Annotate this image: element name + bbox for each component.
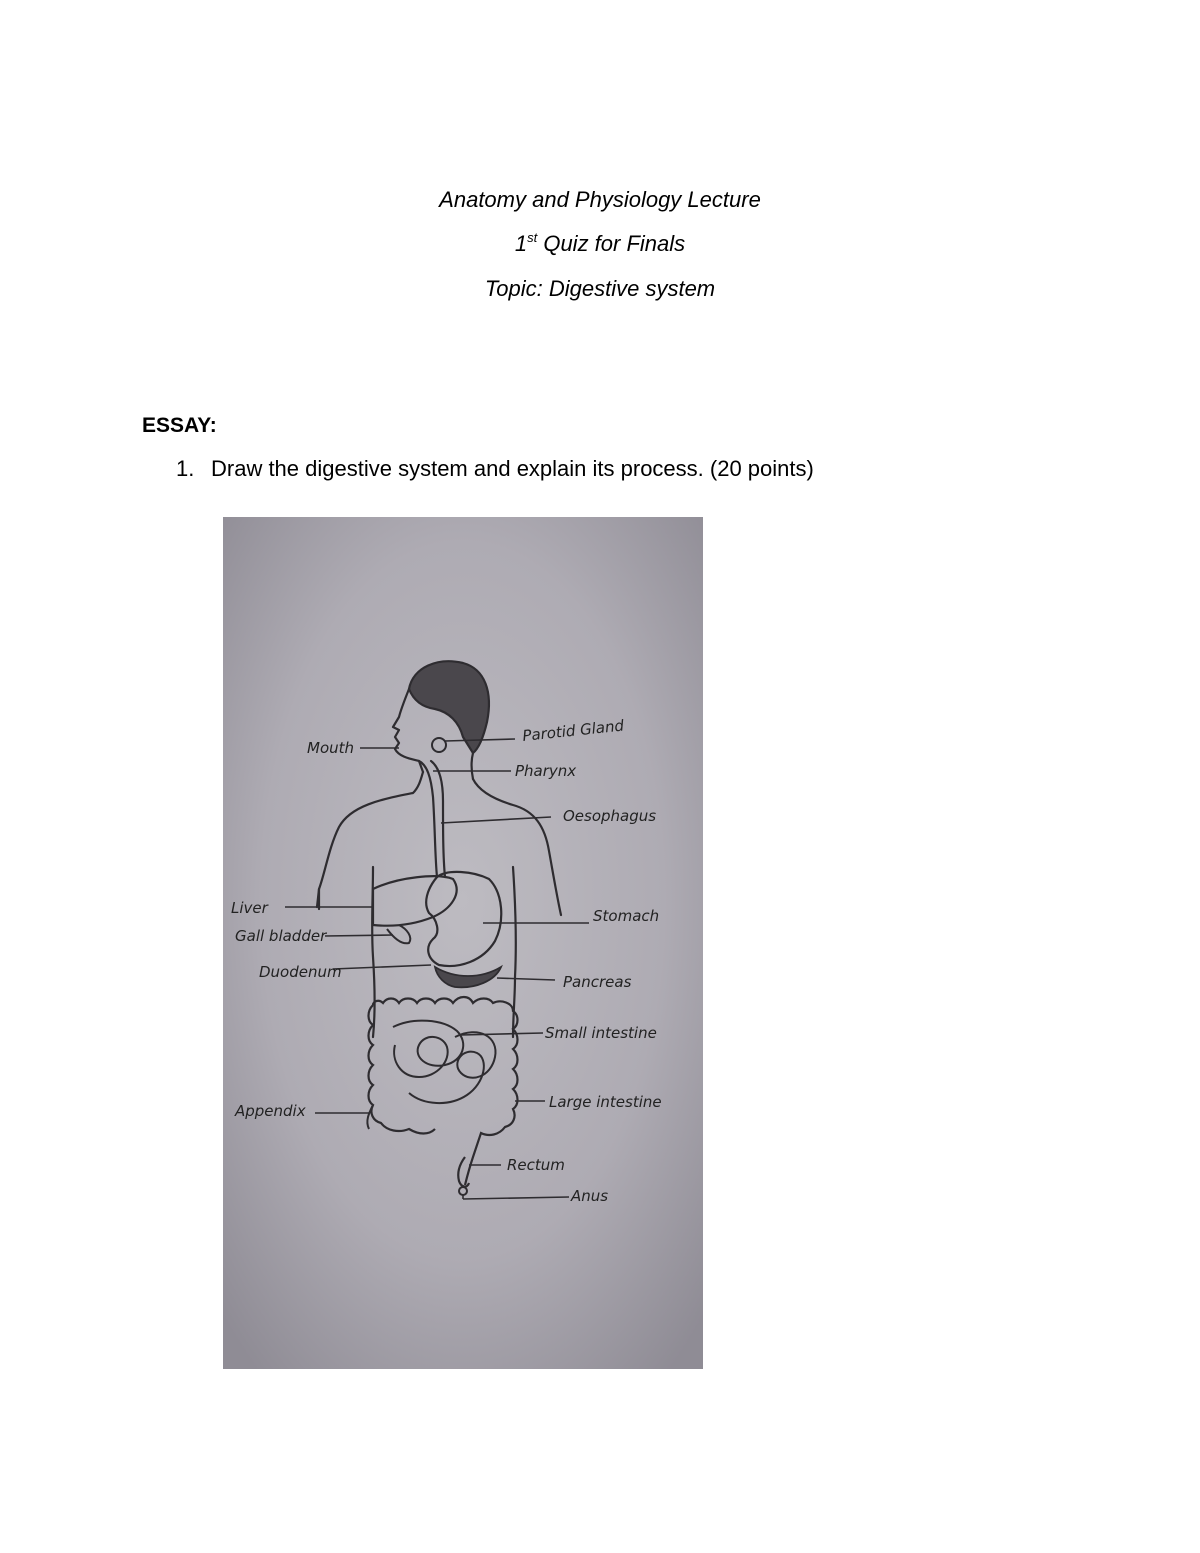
- quiz-title: [0, 231, 1200, 257]
- question-text: Draw the digestive system and explain its process. (20 points): [211, 456, 814, 481]
- quiz-ordinal: [515, 231, 537, 256]
- label-stomach: Stomach: [593, 907, 660, 925]
- label-parotid-gland: Parotid Gland: [521, 716, 625, 745]
- label-large-intestine: Large intestine: [549, 1093, 662, 1111]
- label-gall-bladder: Gall bladder: [235, 927, 327, 945]
- label-mouth: Mouth: [307, 739, 355, 757]
- question-item: [176, 456, 814, 482]
- label-appendix: Appendix: [235, 1102, 306, 1120]
- quiz-number: 1: [514, 231, 528, 256]
- label-pancreas: Pancreas: [563, 973, 632, 991]
- label-rectum: Rectum: [507, 1156, 565, 1174]
- label-pharynx: Pharynx: [515, 762, 577, 780]
- course-title: Anatomy and Physiology Lecture: [439, 187, 761, 212]
- label-oesophagus: Oesophagus: [563, 807, 657, 825]
- topic-line: Topic: Digestive system: [484, 276, 716, 301]
- digestive-system-sketch: [223, 517, 703, 1369]
- quiz-ordinal-suffix: st: [527, 230, 538, 245]
- label-duodenum: Duodenum: [259, 963, 342, 981]
- label-liver: Liver: [231, 899, 268, 917]
- quiz-title-rest: Quiz for Finals: [537, 231, 686, 256]
- section-heading: ESSAY:: [142, 414, 217, 437]
- label-small-intestine: Small intestine: [545, 1024, 657, 1042]
- digestive-system-drawing-photo: [223, 517, 703, 1369]
- question-number: 1.: [176, 456, 195, 481]
- label-anus: Anus: [571, 1187, 609, 1205]
